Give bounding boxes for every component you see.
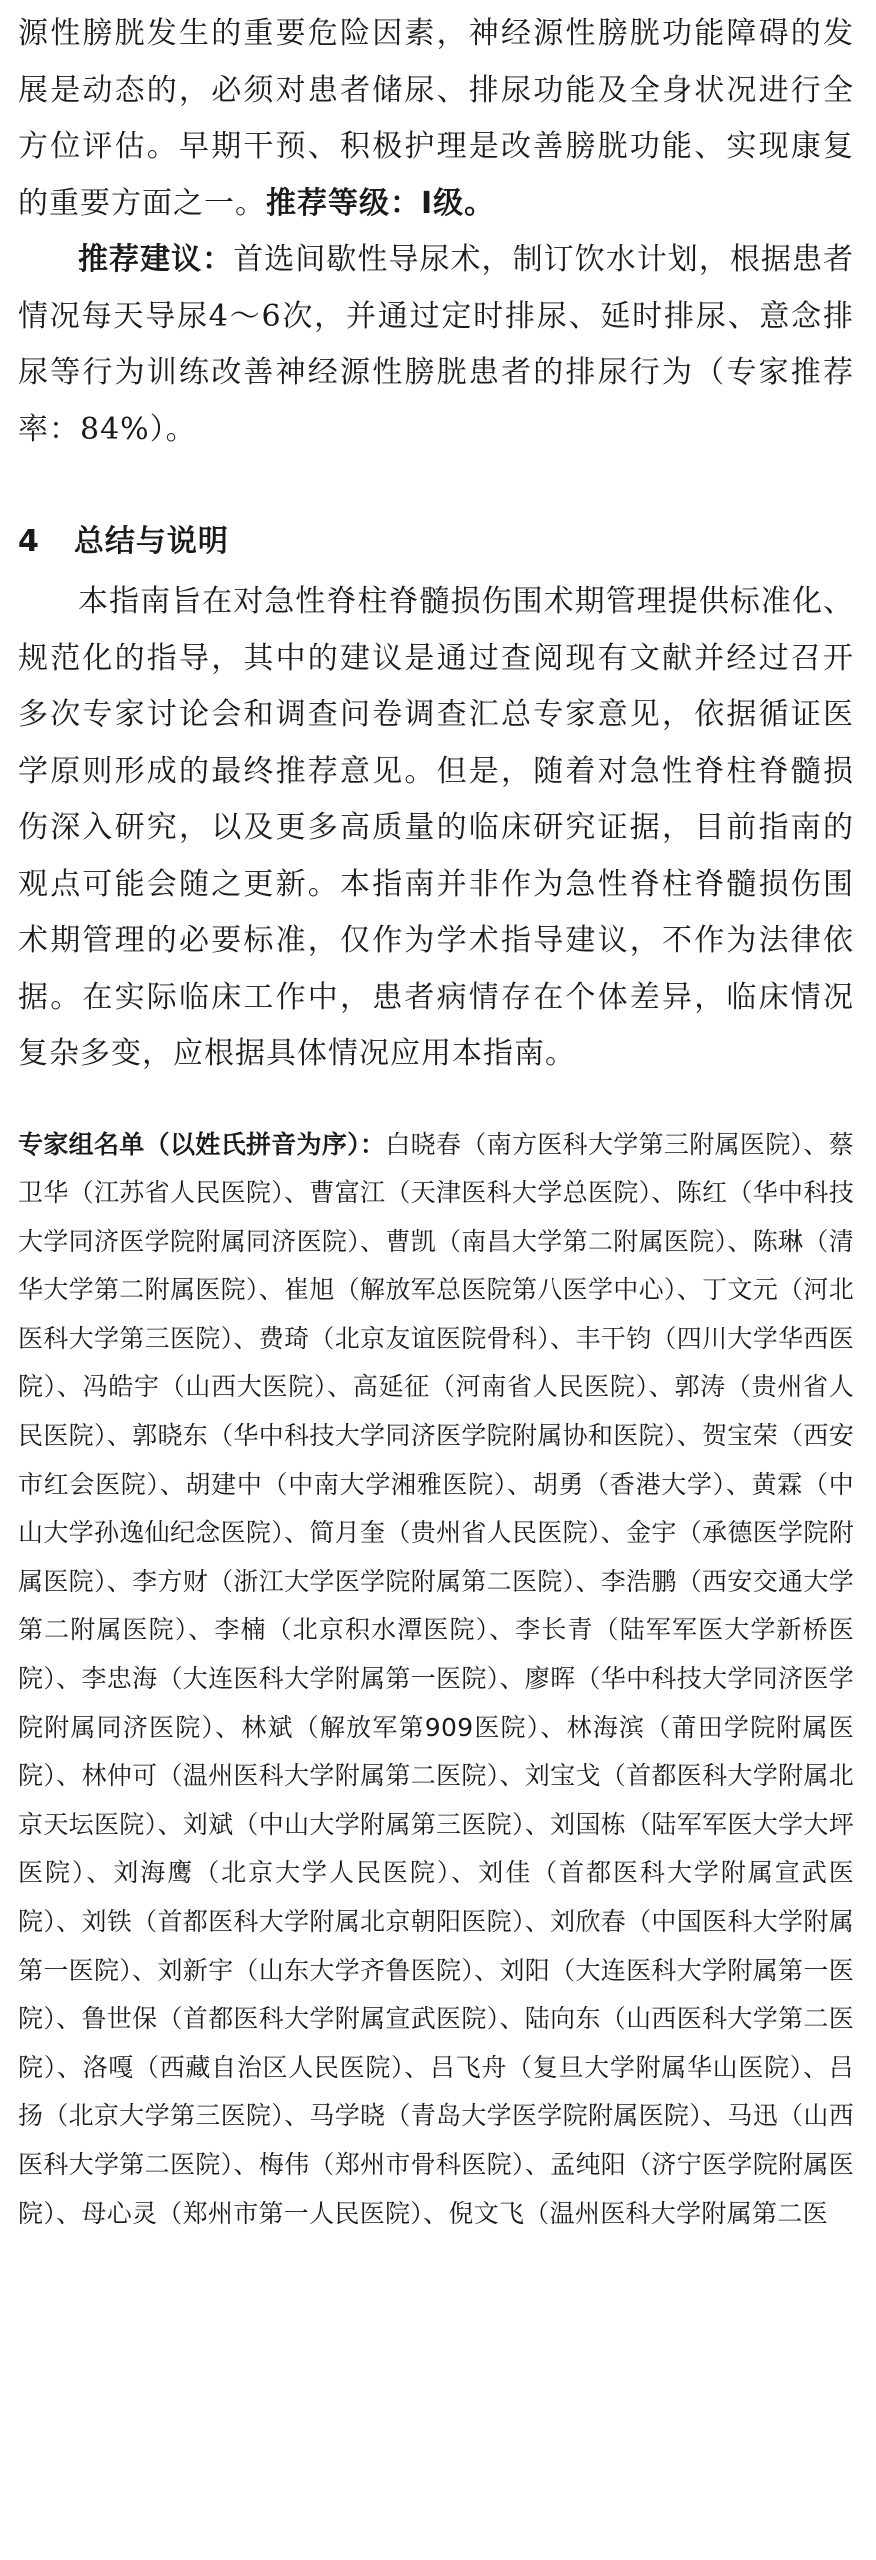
continuation-text: 源性膀胱发生的重要危险因素，神经源性膀胱功能障碍的发展是动态的，必须对患者储尿、排尿功能及全身状况进行全方位评估。早期干预、积极护理是改善膀胱功能、实现康复的重要方面之一。 (18, 16, 854, 221)
section-title: 总结与说明 (73, 524, 229, 559)
summary-paragraph: 本指南旨在对急性脊柱脊髓损伤围术期管理提供标准化、规范化的指导，其中的建议是通过查阅现有文献并经过召开多次专家讨论会和调查问卷调查汇总专家意见，依据循证医学原则形成的最终推荐意见。但是，随着对急性脊柱脊髓损伤深入研究，以及更多高质量的临床研究证据，目前指南的观点可能会随之更新。本指南并非作为急性脊柱脊髓损伤围术期管理的必要标准，仅作为学术指导建议，不作为法律依据。在实际临床工作中，患者病情存在个体差异，临床情况复杂多变，应根据具体情况应用本指南。 (18, 584, 854, 1071)
section-number: 4 (18, 524, 40, 559)
section-heading (18, 516, 854, 568)
recommendation-label: 推荐建议： (78, 242, 234, 277)
recommendation-level: 推荐等级：Ⅰ级。 (266, 185, 496, 221)
expert-list-text: 白晓春（南方医科大学第三附属医院）、蔡卫华（江苏省人民医院）、曹富江（天津医科大学总医院）、陈红（华中科技大学同济医学院附属同济医院）、曹凯（南昌大学第二附属医院）、陈琳（清华大学第二附属医院）、崔旭（解放军总医院第八医学中心）、丁文元（河北医科大学第三医院）、费琦（北京友谊医院骨科）、丰干钧（四川大学华西医院）、冯皓宇（山西大医院）、高延征（河南省人民医院）、郭涛（贵州省人民医院）、郭晓东（华中科技大学同济医学院附属协和医院）、贺宝荣（西安市红会医院）、胡建中（中南大学湘雅医院）、胡勇（香港大学）、黄霖（中山大学孙逸仙纪念医院）、简月奎（贵州省人民医院）、金宇（承德医学院附属医院）、李方财（浙江大学医学院附属第二医院）、李浩鹏（西安交通大学第二附属医院）、李楠（北京积水潭医院）、李长青（陆军军医大学新桥医院）、李忠海（大连医科大学附属第一医院）、廖晖（华中科技大学同济医学院附属同济医院）、林斌（解放军第909医院）、林海滨（莆田学院附属医院）、林仲可（温州医科大学附属第二医院）、刘宝戈（首都医科大学附属北京天坛医院）、刘斌（中山大学附属第三医院）、刘国栋（陆军军医大学大坪医院）、刘海鹰（北京大学人民医院）、刘佳（首都医科大学附属宣武医院）、刘铁（首都医科大学附属北京朝阳医院）、刘欣春（中国医科大学附属第一医院）、刘新宇（山东大学齐鲁医院）、刘阳（大连医科大学附属第一医院）、鲁世保（首都医科大学附属宣武医院）、陆向东（山西医科大学第二医院）、洛嘎（西藏自治区人民医院）、吕飞舟（复旦大学附属华山医院）、吕扬（北京大学第三医院）、马学晓（青岛大学医学院附属医院）、马迅（山西医科大学第二医院）、梅伟（郑州市骨科医院）、孟纯阳（济宁医学院附属医院）、母心灵（郑州市第一人民医院）、倪文飞（温州医科大学附属第二医 (18, 1129, 854, 2228)
expert-list-label: 专家组名单（以姓氏拼音为序）： (18, 1129, 386, 1159)
expert-list (18, 1121, 854, 2239)
recommendation-text: 首选间歇性导尿术，制订饮水计划，根据患者情况每天导尿4～6次，并通过定时排尿、延时排尿、意念排尿等行为训练改善神经源性膀胱患者的排尿行为（专家推荐率：84%）。 (18, 242, 855, 447)
recommendation-paragraph (18, 232, 854, 458)
continuation-paragraph (18, 6, 854, 232)
